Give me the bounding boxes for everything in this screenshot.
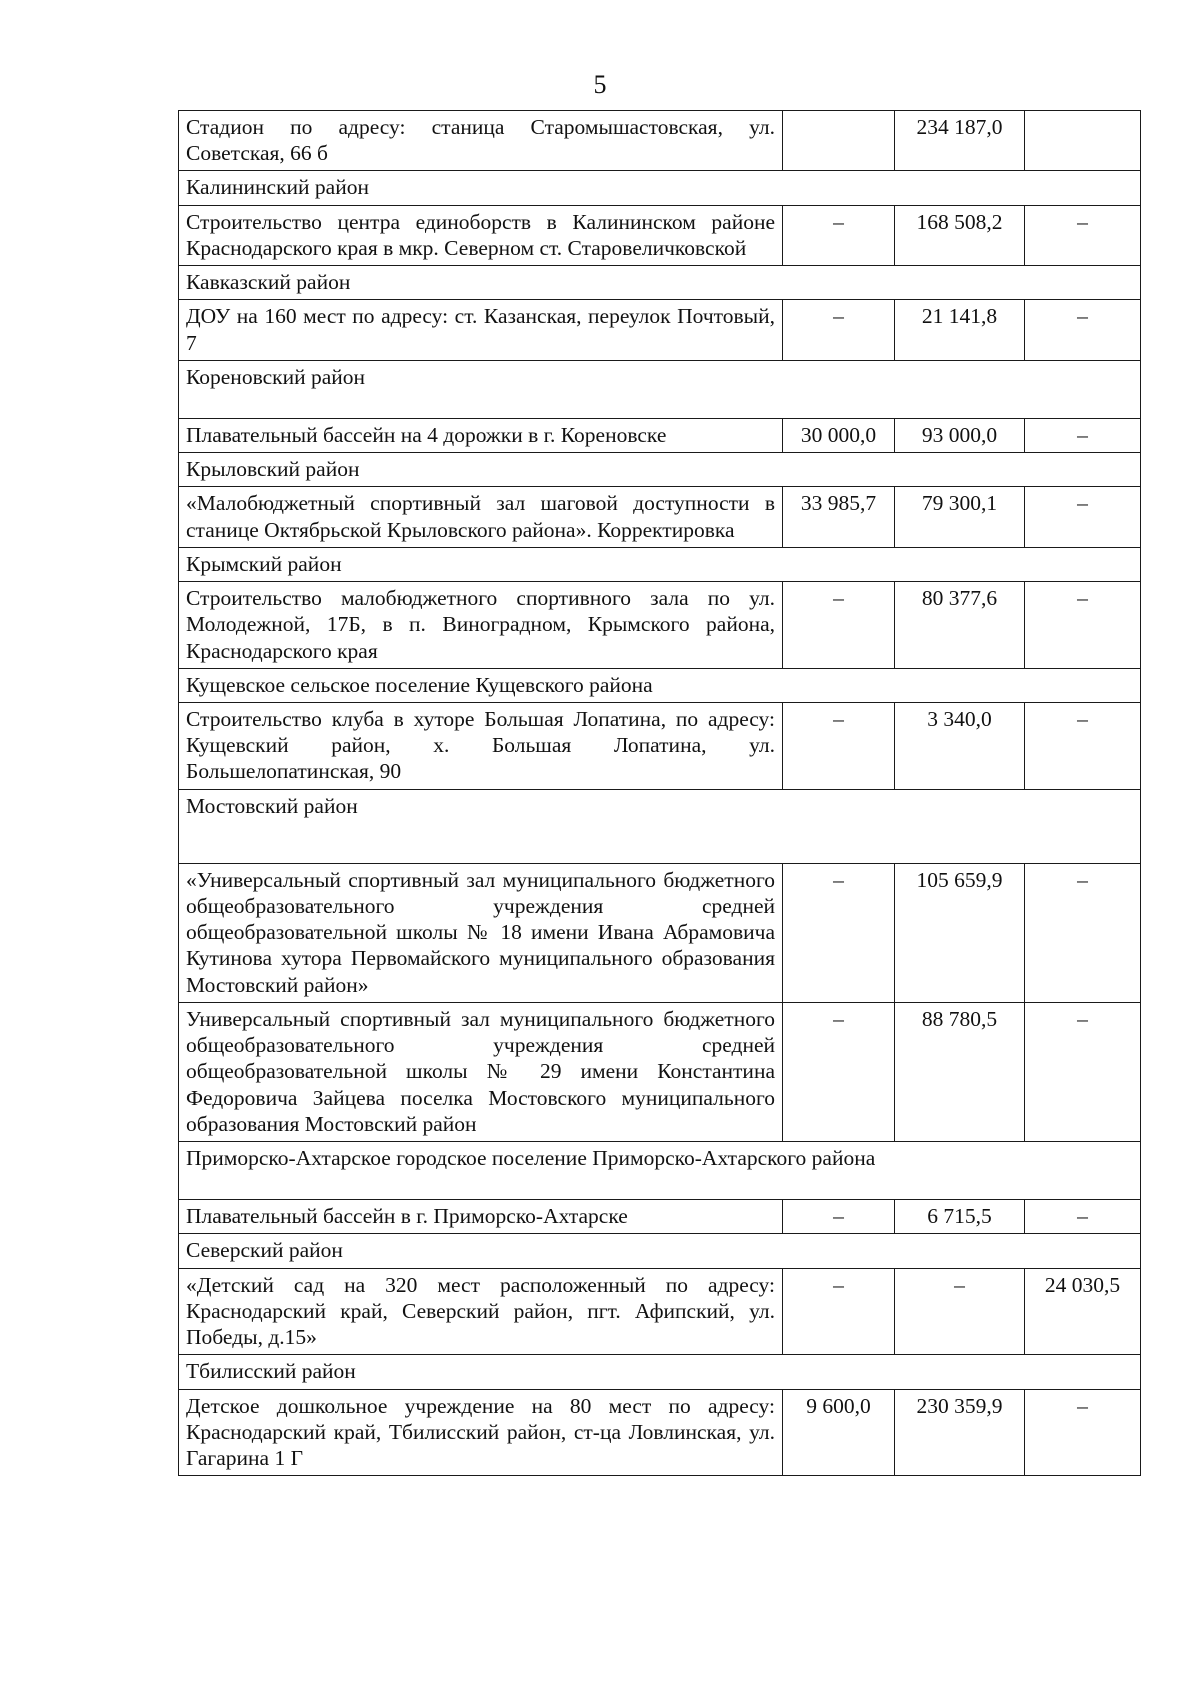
value-col-2: –: [895, 1268, 1025, 1355]
value-col-3: –: [1025, 1389, 1141, 1476]
section-row: [179, 453, 1141, 487]
table-row: [179, 205, 1141, 265]
object-name: Строительство клуба в хуторе Большая Лопатина, по адресу: Кущевский район, х. Большая Лопатина, ул. Большелопатинская, 90: [179, 702, 783, 789]
section-row: [179, 171, 1141, 205]
section-row: [179, 547, 1141, 581]
section-row: [179, 266, 1141, 300]
object-name: Детское дошкольное учреждение на 80 мест по адресу: Краснодарский край, Тбилисский район, ст-ца Ловлинская, ул. Гагарина 1 Г: [179, 1389, 783, 1476]
value-col-1: 33 985,7: [783, 487, 895, 547]
object-name: «Универсальный спортивный зал муниципального бюджетного общеобразовательного учреждения средней общеобразовательной школы № 18 имени Ивана Абрамовича Кутинова хутора Первомайского муниципального образования Мостовский район»: [179, 863, 783, 1002]
section-row: [179, 1234, 1141, 1268]
section-row: [179, 668, 1141, 702]
table-row: [179, 582, 1141, 669]
table-row: [179, 1389, 1141, 1476]
value-col-2: 3 340,0: [895, 702, 1025, 789]
value-col-3: [1025, 111, 1141, 171]
section-title: Крымский район: [179, 547, 1141, 581]
table-row: [179, 300, 1141, 360]
table-row: [179, 1002, 1141, 1141]
value-col-1: [783, 111, 895, 171]
value-col-2: 21 141,8: [895, 300, 1025, 360]
section-row: [179, 360, 1141, 418]
object-name: «Малобюджетный спортивный зал шаговой доступности в станице Октябрьской Крыловского района». Корректировка: [179, 487, 783, 547]
object-name: Строительство малобюджетного спортивного зала по ул. Молодежной, 17Б, в п. Виноградном, Крымского района, Краснодарского края: [179, 582, 783, 669]
table-row: [179, 418, 1141, 452]
table-row: [179, 111, 1141, 171]
table-row: [179, 863, 1141, 1002]
section-title: Кущевское сельское поселение Кущевского района: [179, 668, 1141, 702]
table-row: [179, 1200, 1141, 1234]
value-col-1: –: [783, 300, 895, 360]
value-col-2: 168 508,2: [895, 205, 1025, 265]
value-col-3: –: [1025, 205, 1141, 265]
value-col-3: 24 030,5: [1025, 1268, 1141, 1355]
value-col-3: –: [1025, 1200, 1141, 1234]
value-col-3: –: [1025, 487, 1141, 547]
value-col-1: –: [783, 1200, 895, 1234]
section-title: Калининский район: [179, 171, 1141, 205]
object-name: ДОУ на 160 мест по адресу: ст. Казанская, переулок Почтовый, 7: [179, 300, 783, 360]
value-col-3: –: [1025, 418, 1141, 452]
value-col-1: 30 000,0: [783, 418, 895, 452]
object-name: Плавательный бассейн на 4 дорожки в г. Кореновске: [179, 418, 783, 452]
page-number: 5: [593, 70, 607, 99]
value-col-1: –: [783, 1002, 895, 1141]
value-col-3: –: [1025, 1002, 1141, 1141]
section-title: Крыловский район: [179, 453, 1141, 487]
value-col-3: –: [1025, 863, 1141, 1002]
section-title: Северский район: [179, 1234, 1141, 1268]
section-row: [179, 789, 1141, 863]
object-name: Стадион по адресу: станица Старомышастовская, ул. Советская, 66 б: [179, 111, 783, 171]
table-row: [179, 487, 1141, 547]
section-title: Мостовский район: [179, 789, 1141, 863]
section-title: Приморско-Ахтарское городское поселение Приморско-Ахтарского района: [179, 1142, 1141, 1200]
value-col-3: –: [1025, 300, 1141, 360]
value-col-1: –: [783, 1268, 895, 1355]
object-name: Универсальный спортивный зал муниципального бюджетного общеобразовательного учреждения средней общеобразовательной школы № 29 имени Константина Федоровича Зайцева поселка Мостовского муниципального образования Мостовский район: [179, 1002, 783, 1141]
value-col-1: –: [783, 702, 895, 789]
value-col-3: –: [1025, 582, 1141, 669]
value-col-1: –: [783, 582, 895, 669]
table-row: [179, 702, 1141, 789]
section-title: Тбилисский район: [179, 1355, 1141, 1389]
value-col-3: –: [1025, 702, 1141, 789]
value-col-1: –: [783, 863, 895, 1002]
value-col-1: –: [783, 205, 895, 265]
value-col-2: 105 659,9: [895, 863, 1025, 1002]
object-name: «Детский сад на 320 мест расположенный по адресу: Краснодарский край, Северский район, пгт. Афипский, ул. Победы, д.15»: [179, 1268, 783, 1355]
value-col-2: 79 300,1: [895, 487, 1025, 547]
value-col-2: 230 359,9: [895, 1389, 1025, 1476]
section-row: [179, 1355, 1141, 1389]
section-title: Кореновский район: [179, 360, 1141, 418]
value-col-1: 9 600,0: [783, 1389, 895, 1476]
value-col-2: 93 000,0: [895, 418, 1025, 452]
objects-table: [178, 110, 1141, 1476]
value-col-2: 80 377,6: [895, 582, 1025, 669]
object-name: Строительство центра единоборств в Калининском районе Краснодарского края в мкр. Северном ст. Старовеличковской: [179, 205, 783, 265]
section-title: Кавказский район: [179, 266, 1141, 300]
value-col-2: 88 780,5: [895, 1002, 1025, 1141]
object-name: Плавательный бассейн в г. Приморско-Ахтарске: [179, 1200, 783, 1234]
value-col-2: 6 715,5: [895, 1200, 1025, 1234]
value-col-2: 234 187,0: [895, 111, 1025, 171]
section-row: [179, 1142, 1141, 1200]
table-row: [179, 1268, 1141, 1355]
